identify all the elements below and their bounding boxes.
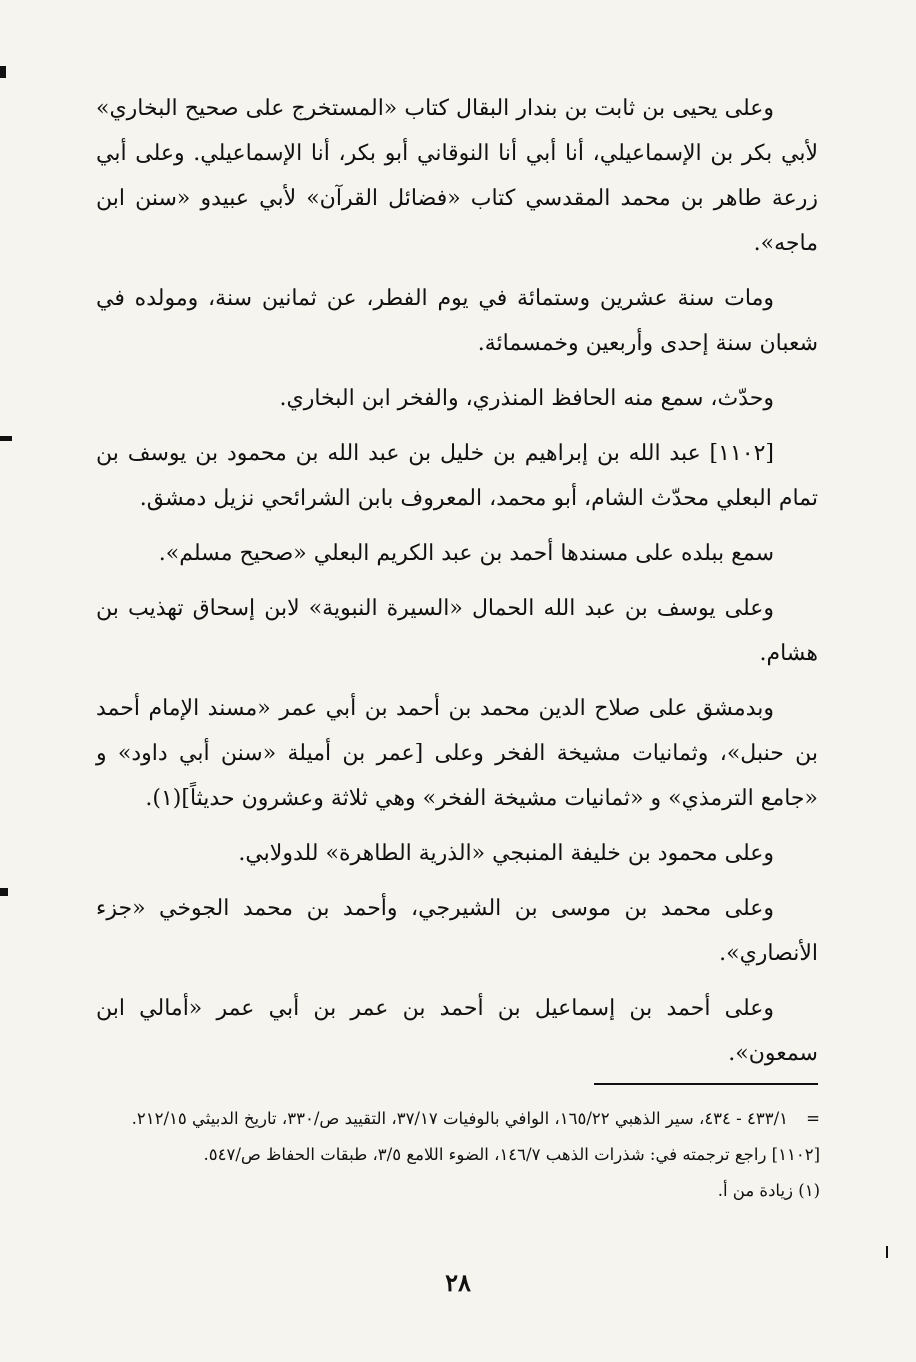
paragraph-10: وعلى أحمد بن إسماعيل بن أحمد بن عمر بن أبي عمر «أمالي ابن سمعون». — [96, 996, 818, 1066]
paragraph-2: ومات سنة عشرين وستمائة في يوم الفطر، عن ثمانين سنة، ومولده في شعبان سنة إحدى وأربعين وخمسمائة. — [96, 286, 818, 356]
paragraph-5: سمع ببلده على مسندها أحمد بن عبد الكريم البعلي «صحيح مسلم». — [158, 541, 774, 566]
paragraph-9: وعلى محمد بن موسى بن الشيرجي، وأحمد بن محمد الجوخي «جزء الأنصاري». — [96, 896, 818, 966]
main-text — [96, 86, 818, 1086]
footnote-continuation-text: ٤٣٣/١ - ٤٣٤، سير الذهبي ١٦٥/٢٢، الوافي بالوفيات ٣٧/١٧، التقييد ص/٣٣٠، تاريخ الدبيثي ٢١٢/١٥. — [131, 1109, 788, 1128]
continuation-mark: = — [806, 1109, 820, 1128]
paragraph-8: وعلى محمود بن خليفة المنبجي «الذرية الطاهرة» للدولابي. — [238, 841, 774, 866]
page-number: ٢٨ — [445, 1268, 471, 1297]
scan-edge-mark — [0, 436, 12, 441]
footnote-1: (١) زيادة من أ. — [717, 1181, 820, 1200]
paragraph-3: وحدّث، سمع منه الحافظ المنذري، والفخر ابن البخاري. — [279, 386, 774, 411]
paragraph-1: وعلى يحيى بن ثابت بن بندار البقال كتاب «المستخرج على صحيح البخاري» لأبي بكر بن الإسماعيلي، أنا أبي أنا النوقاني أبو بكر، أنا الإسماعيلي. وعلى أبي زرعة طاهر بن محمد المقدسي كتاب «فضائل القرآن» لأبي عبيدو «سنن ابن ماجه». — [96, 96, 818, 256]
footnote-separator — [594, 1083, 818, 1085]
paragraph-7: وبدمشق على صلاح الدين محمد بن أحمد بن أبي عمر «مسند الإمام أحمد بن حنبل»، وثمانيات مشيخة الفخر وعلى [عمر بن أميلة «سنن أبي داود» و «جامع الترمذي» و «ثمانيات مشيخة الفخر» وهي ثلاثة وعشرون حديثاً](١). — [96, 696, 818, 811]
footnote-continuation — [104, 1104, 820, 1134]
scan-edge-mark — [886, 1246, 888, 1258]
paragraph-6: وعلى يوسف بن عبد الله الحمال «السيرة النبوية» لابن إسحاق تهذيب بن هشام. — [96, 596, 818, 666]
scan-edge-mark — [0, 888, 8, 896]
footnotes — [104, 1104, 820, 1212]
footnote-1102: [١١٠٢] راجع ترجمته في: شذرات الذهب ١٤٦/٧، الضوء اللامع ٣/٥، طبقات الحفاظ ص/٥٤٧. — [203, 1145, 820, 1164]
scan-edge-mark — [0, 66, 6, 78]
entry-1102-heading: [١١٠٢] عبد الله بن إبراهيم بن خليل بن عبد الله بن محمود بن يوسف بن تمام البعلي محدّث الشام، أبو محمد، المعروف بابن الشرائحي نزيل دمشق. — [96, 441, 818, 511]
